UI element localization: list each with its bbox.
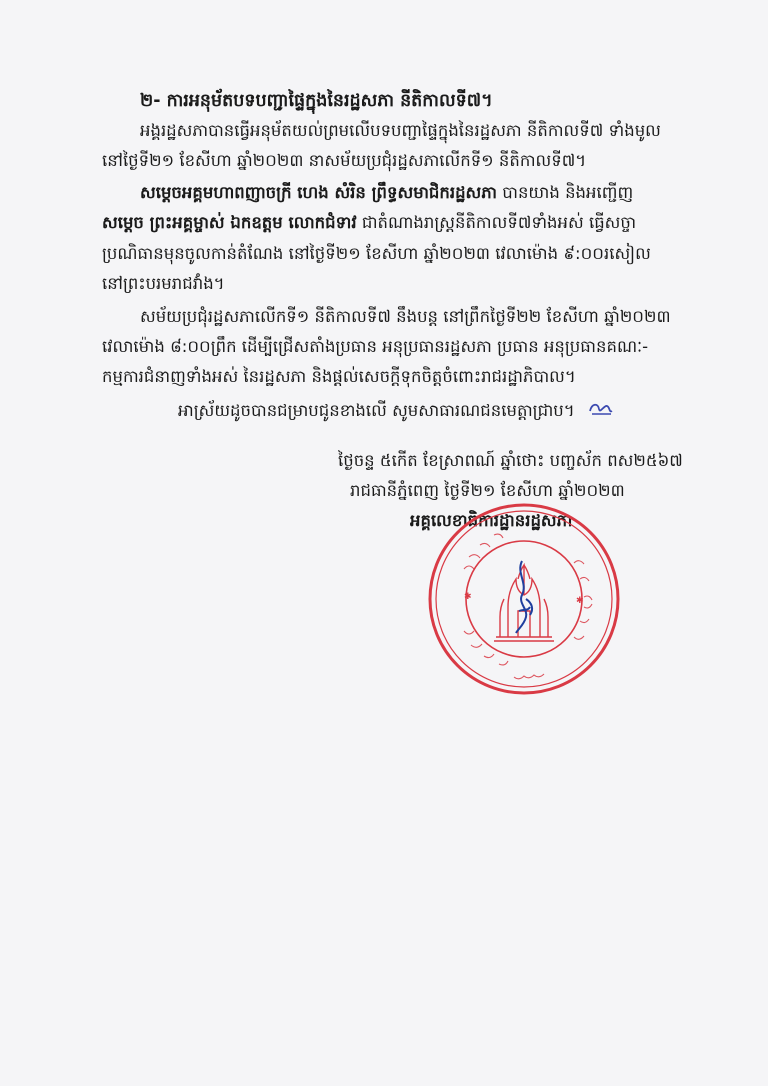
paragraph-3-line-3: កម្មការជំនាញទាំងអស់ នៃរដ្ឋសភា និងផ្តល់សេចក្តីទុកចិត្តចំពោះរាជរដ្ឋាភិបាល។	[102, 367, 576, 386]
paragraph-3-line-2: វេលាម៉ោង ៨:០០ព្រឹក ដើម្បីជ្រើសតាំងប្រធាន អនុប្រធានរដ្ឋសភា ប្រធាន អនុប្រធានគណៈ-	[102, 337, 649, 356]
section-heading: ២- ការអនុម័តបទបញ្ជាផ្ទៃក្នុងនៃរដ្ឋសភា នីតិកាលទី៧។	[140, 91, 493, 111]
paragraph-2-line-4: នៅព្រះបរមរាជវាំង។	[102, 274, 225, 293]
handwritten-initial-icon	[588, 399, 614, 425]
signatory-title: អគ្គលេខាធិការដ្ឋានរដ្ឋសភា	[410, 511, 573, 530]
paragraph-2-line-2	[102, 210, 724, 236]
closing-text: អាស្រ័យដូចបានជម្រាបជូនខាងលើ សូមសាធារណជនមេត្តាជ្រាប។	[178, 401, 575, 420]
svg-text:✱: ✱	[576, 596, 584, 606]
paragraph-3-line-1: សម័យប្រជុំរដ្ឋសភាលើកទី១ នីតិកាលទី៧ នឹងបន្ត នៅព្រឹកថ្ងៃទី២២ ខែសីហា ឆ្នាំ២០២៣	[140, 307, 671, 326]
lunar-date: ថ្ងៃចន្ទ ៥កើត ខែស្រាពណ៍ ឆ្នាំថោះ បញ្ចស័ក ពស២៥៦៧	[338, 451, 683, 470]
closing-line	[178, 398, 708, 425]
paragraph-2-line-3: ប្រណិធានមុនចូលកាន់តំណែង នៅថ្ងៃទី២១ ខែសីហា ឆ្នាំ២០២៣ វេលាម៉ោង ៩:០០រសៀល	[102, 244, 651, 263]
paragraph-2-line-1	[140, 180, 725, 206]
sender-name: សម្តេចអគ្គមហាពញាចក្រី ហេង សំរិន ព្រឹទ្ធសមាជិករដ្ឋសភា	[140, 183, 497, 202]
place-date: រាជធានីភ្នំពេញ ថ្ងៃទី២១ ខែសីហា ឆ្នាំ២០២៣	[350, 481, 625, 500]
svg-text:✱: ✱	[464, 592, 472, 602]
addressees: សម្តេច ព្រះអគ្គម្ចាស់ ឯកឧត្តម លោកជំទាវ	[102, 213, 357, 232]
official-seal-icon	[424, 499, 624, 699]
paragraph-1-line-2: នៅថ្ងៃទី២១ ខែសីហា ឆ្នាំ២០២៣ នាសម័យប្រជុំរដ្ឋសភាលើកទី១ នីតិកាលទី៧។	[102, 151, 587, 170]
paragraph-1-line-1: អង្គរដ្ឋសភាបានធ្វើអនុម័តយល់ព្រមលើបទបញ្ជាផ្ទៃក្នុងនៃរដ្ឋសភា នីតិកាលទី៧ ទាំងមូល	[140, 121, 661, 140]
paragraph-2-line-1-rest: បានយាង និងអញ្ជើញ	[496, 183, 634, 202]
paragraph-2-line-2-rest: ជាតំណាងរាស្ត្រនីតិកាលទី៧ទាំងអស់ ធ្វើសច្ចា	[356, 213, 637, 232]
